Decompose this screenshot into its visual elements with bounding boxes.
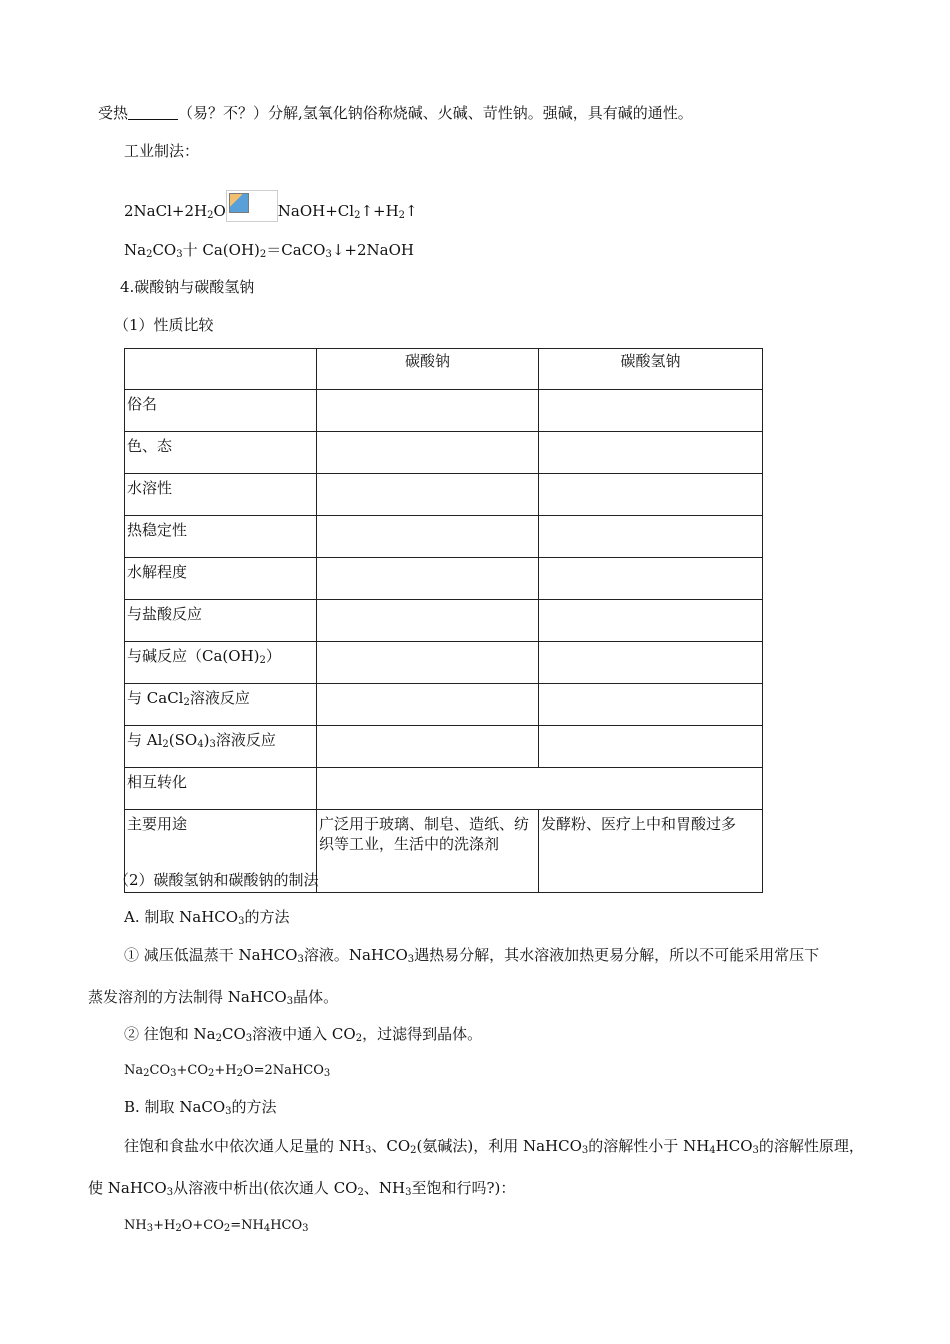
- sub: 4: [263, 1223, 271, 1234]
- sub: 3: [225, 1106, 232, 1117]
- table-cell[interactable]: [539, 390, 763, 432]
- eq-sub: 2: [398, 210, 406, 221]
- sub-1-heading: （1）性质比较: [114, 316, 214, 334]
- table-cell[interactable]: [317, 558, 539, 600]
- row-label-sub: 3: [209, 739, 216, 750]
- comparison-table: [124, 348, 763, 893]
- sub: 2: [236, 1068, 243, 1079]
- intro-line: [98, 103, 693, 123]
- table-row: [125, 642, 763, 684]
- eq-text: 2NaCl+2H: [124, 202, 208, 220]
- row-label-text: ）: [265, 647, 281, 665]
- row-label: [125, 642, 317, 684]
- sub-2-heading: （2）碳酸氢钠和碳酸钠的制法: [114, 871, 319, 889]
- table-cell[interactable]: [317, 684, 539, 726]
- text: 溶液中通入 CO: [252, 1025, 356, 1043]
- text: +H: [214, 1063, 237, 1078]
- text: 往饱和食盐水中依次通人足量的 NH: [124, 1137, 365, 1155]
- method-b-heading: [124, 1097, 277, 1117]
- row-label-text: 与碱反应（Ca(OH): [127, 647, 260, 665]
- row-label: [125, 726, 317, 768]
- eq-sub: 3: [176, 249, 183, 260]
- sub: 3: [297, 954, 304, 965]
- eq-text: ↓+2NaOH: [331, 241, 414, 259]
- text: NH: [124, 1218, 147, 1233]
- row-label: 水溶性: [125, 474, 317, 516]
- sub: 3: [166, 1187, 174, 1198]
- eq-sub: 3: [325, 249, 332, 260]
- table-cell[interactable]: [317, 642, 539, 684]
- text: ，过滤得到晶体。: [362, 1025, 483, 1043]
- row-label-text: (SO: [168, 731, 198, 749]
- table-header-cell: 碳酸钠: [317, 349, 539, 390]
- text: Na: [124, 1063, 144, 1078]
- intro-text-2: （易？不？）分解,氢氧化钠俗称烧碱、火碱、苛性钠。强碱，具有碱的通性。: [178, 104, 693, 122]
- text: 、CO: [371, 1137, 411, 1155]
- row-label-sub: 2: [259, 655, 266, 666]
- sub: 3: [323, 1068, 331, 1079]
- method-a-para2: [124, 1024, 482, 1044]
- table-cell[interactable]: [539, 432, 763, 474]
- text: 蒸发溶剂的方法制得 NaHCO: [88, 988, 287, 1006]
- row-label-text: 溶液反应: [215, 731, 276, 749]
- broken-image-icon: [226, 190, 278, 222]
- table-cell[interactable]: [539, 516, 763, 558]
- table-cell[interactable]: [539, 726, 763, 768]
- text: O+CO: [181, 1218, 224, 1233]
- eq-text: O: [213, 202, 226, 220]
- text: CO: [149, 1063, 171, 1078]
- row-label: 与盐酸反应: [125, 600, 317, 642]
- text: ① 减压低温蒸干 NaHCO: [124, 946, 298, 964]
- text: 的方法: [231, 1098, 277, 1116]
- method-b-equation: [124, 1216, 309, 1236]
- text: 的溶解性原理，: [758, 1137, 864, 1155]
- table-row: [125, 390, 763, 432]
- text: +H: [153, 1218, 176, 1233]
- text: 的方法: [244, 908, 290, 926]
- sub: 3: [407, 954, 415, 965]
- table-cell[interactable]: [539, 474, 763, 516]
- row-label: 主要用途: [125, 810, 317, 893]
- table-cell[interactable]: [539, 642, 763, 684]
- text: =NH: [230, 1218, 264, 1233]
- text: 使 NaHCO: [88, 1179, 167, 1197]
- sub: 2: [223, 1223, 231, 1234]
- table-row: [125, 600, 763, 642]
- row-label-text: 溶液反应: [189, 689, 250, 707]
- table-cell[interactable]: [317, 726, 539, 768]
- uses-nahco3: 发酵粉、医疗上中和胃酸过多: [539, 810, 763, 893]
- table-cell[interactable]: [539, 558, 763, 600]
- row-label: 色、态: [125, 432, 317, 474]
- table-cell[interactable]: [317, 474, 539, 516]
- section-4-heading: 4.碳酸钠与碳酸氢钠: [120, 278, 255, 296]
- text: 至饱和行吗?)：: [411, 1179, 516, 1197]
- sub: 3: [238, 916, 245, 927]
- row-label: [125, 684, 317, 726]
- sub: 3: [146, 1223, 154, 1234]
- text: B. 制取 NaCO: [124, 1098, 226, 1116]
- eq-text: ↑: [405, 202, 418, 220]
- table-row: [125, 726, 763, 768]
- table-cell[interactable]: [317, 600, 539, 642]
- sub: 2: [355, 1033, 363, 1044]
- table-row: [125, 516, 763, 558]
- sub: 3: [170, 1068, 177, 1079]
- uses-na2co3: 广泛用于玻璃、制皂、造纸、纺织等工业，生活中的洗涤剂: [317, 810, 539, 893]
- text: A. 制取 NaHCO: [124, 908, 239, 926]
- eq-text: ＝CaCO: [266, 241, 326, 259]
- sub: 3: [245, 1033, 253, 1044]
- sub: 3: [752, 1145, 759, 1156]
- text: HCO: [715, 1137, 753, 1155]
- text: 遇热易分解，其水溶液加热更易分解，所以不可能采用常压下: [414, 946, 820, 964]
- table-row: [125, 474, 763, 516]
- method-a-equation: [124, 1061, 330, 1081]
- row-label-text: 与 CaCl: [127, 689, 184, 707]
- method-b-para1: [124, 1136, 864, 1156]
- table-header-row: [125, 349, 763, 390]
- sub: 2: [208, 1068, 215, 1079]
- sub: 2: [410, 1145, 417, 1156]
- row-label: 相互转化: [125, 768, 317, 810]
- method-b-para2: [88, 1178, 515, 1198]
- table-header-cell: [125, 349, 317, 390]
- sub: 3: [286, 996, 294, 1007]
- text: 、NH: [363, 1179, 406, 1197]
- row-label-sub: 2: [162, 739, 169, 750]
- method-a-heading: [124, 907, 289, 927]
- table-cell[interactable]: [539, 600, 763, 642]
- table-row: [125, 684, 763, 726]
- fill-blank[interactable]: [128, 103, 178, 120]
- table-cell[interactable]: [539, 684, 763, 726]
- text: 晶体。: [293, 988, 339, 1006]
- sub: 4: [709, 1145, 716, 1156]
- row-label-sub: 4: [197, 739, 204, 750]
- sub: 2: [357, 1187, 364, 1198]
- eq-sub: 2: [207, 210, 214, 221]
- sub: 3: [364, 1145, 372, 1156]
- equation-electrolysis: [124, 190, 418, 222]
- eq-text: ↑+H: [360, 202, 399, 220]
- table-cell[interactable]: [317, 432, 539, 474]
- industrial-heading: 工业制法：: [124, 142, 200, 160]
- sub: 3: [581, 1145, 589, 1156]
- sub: 3: [405, 1187, 412, 1198]
- row-label-text: ): [203, 731, 210, 749]
- sub: 2: [143, 1068, 150, 1079]
- row-label: 热稳定性: [125, 516, 317, 558]
- table-cell[interactable]: [317, 390, 539, 432]
- table-row: [125, 768, 763, 810]
- text: +CO: [176, 1063, 208, 1078]
- row-label: 水解程度: [125, 558, 317, 600]
- text: CO: [221, 1025, 246, 1043]
- method-a-para1: [124, 945, 819, 965]
- eq-text: NaOH+Cl: [277, 202, 355, 220]
- table-row: [125, 432, 763, 474]
- text: HCO: [270, 1218, 303, 1233]
- text: 从溶液中析出(依次通人 CO: [173, 1179, 358, 1197]
- table-header-cell: 碳酸氢钠: [539, 349, 763, 390]
- eq-sub: 2: [259, 249, 267, 260]
- text: 溶液。NaHCO: [303, 946, 408, 964]
- text: 的溶解性小于 NH: [588, 1137, 710, 1155]
- intro-text-1: 受热: [98, 104, 129, 122]
- text: ② 往饱和 Na: [124, 1025, 216, 1043]
- table-cell[interactable]: [317, 516, 539, 558]
- sub: 2: [215, 1033, 222, 1044]
- eq-text: 十 Ca(OH): [182, 241, 260, 259]
- row-label-text: 与 Al: [127, 731, 163, 749]
- equation-causticizing: [124, 240, 414, 260]
- eq-sub: 2: [354, 210, 361, 221]
- eq-text: CO: [152, 241, 177, 259]
- row-label: 俗名: [125, 390, 317, 432]
- table-cell-merged[interactable]: [317, 768, 763, 810]
- eq-text: Na: [124, 241, 147, 259]
- sub: 3: [302, 1223, 309, 1234]
- eq-sub: 2: [146, 249, 153, 260]
- row-label-sub: 2: [183, 697, 190, 708]
- text: O=2NaHCO: [242, 1063, 324, 1078]
- method-a-para1-cont: [88, 987, 338, 1007]
- text: (氨碱法)，利用 NaHCO: [416, 1137, 582, 1155]
- table-row: [125, 558, 763, 600]
- sub: 2: [175, 1223, 182, 1234]
